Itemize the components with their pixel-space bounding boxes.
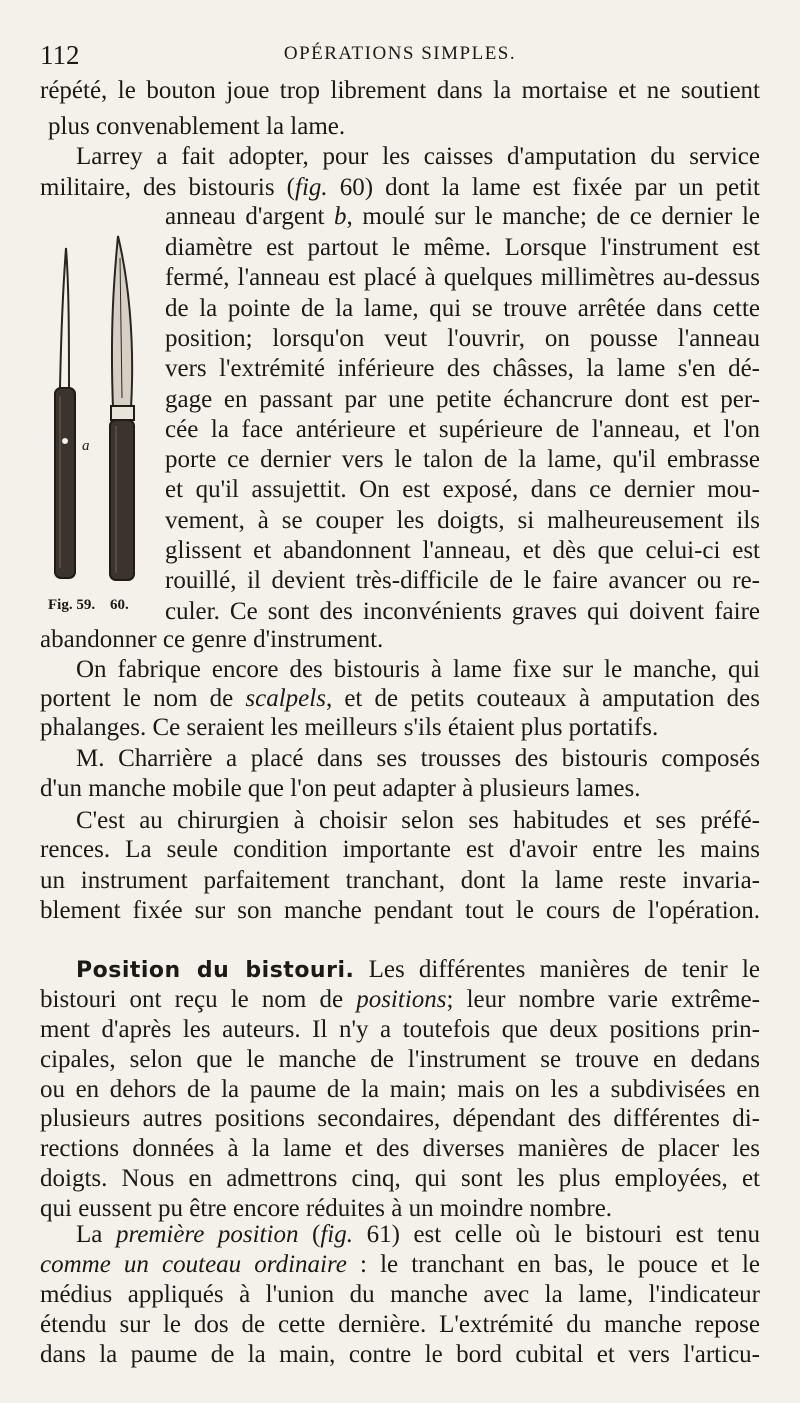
bistoury-figure-60 [110, 236, 134, 580]
text-line: plus convenablement la lame. [48, 113, 346, 140]
text-line: cée la face antérieure et supérieure de l'anneau, et l'on [165, 415, 760, 443]
text-line: phalanges. Ce seraient les meilleurs s'ils étaient plus portatifs. [40, 714, 659, 741]
text-line: militaire, des bistouris (fig. 60) dont la lame est fixée par un petit [40, 174, 760, 201]
section-heading: Position du bistouri. [76, 958, 355, 983]
bistoury-figure-59 [55, 248, 75, 578]
text-line: Larrey a fait adopter, pour les caisses d'amputation du service [76, 143, 760, 170]
text-line: Position du bistouri. Les différentes manières de tenir le [76, 956, 760, 983]
text-line: gage en passant par une petite échancrure dont est per- [165, 385, 760, 413]
text-line: rences. La seule condition importante est d'avoir entre les mains [40, 836, 760, 863]
text-line: cipales, selon que le manche de l'instrument se trouve en dedans [40, 1045, 760, 1073]
text-line: fermé, l'anneau est placé à quelques millimètres au-dessus [165, 264, 760, 292]
text-line: bistouri ont reçu le nom de positions; leur nombre varie extrême- [40, 986, 760, 1013]
text-line: glissent et abandonnent l'anneau, et dès que celui-ci est [165, 537, 760, 564]
text-line: La première position (fig. 61) est celle où le bistouri est tenu [76, 1221, 761, 1248]
scalpel-figures [36, 228, 146, 588]
text-line: vers l'extrémité inférieure des châsses, la lame s'en dé- [165, 355, 760, 383]
figure-caption-60: 60. [110, 597, 129, 613]
text-line: culer. Ce sont des inconvénients graves qui doivent faire [165, 597, 760, 625]
text-line: comme un couteau ordinaire : le tranchant en bas, le pouce et le [40, 1251, 761, 1278]
text-line: doigts. Nous en admettrons cinq, qui sont les plus employées, et [40, 1165, 760, 1192]
text-line: d'un manche mobile que l'on peut adapter à plusieurs lames. [40, 775, 641, 802]
text-line: diamètre est partout le même. Lorsque l'instrument est [165, 234, 760, 261]
text-line: C'est au chirurgien à choisir selon ses habitudes et ses préfé- [76, 807, 760, 834]
text-line: abandonner ce genre d'instrument. [40, 626, 384, 653]
figure-caption-59: Fig. 59. [48, 597, 96, 613]
text-line: plusieurs autres positions secondaires, dépendant des différentes di- [40, 1105, 760, 1133]
figure-label-a: a [82, 438, 90, 454]
text-line: porte ce dernier vers le talon de la lame, qu'il embrasse [165, 446, 760, 474]
text-line: On fabrique encore des bistouris à lame fixe sur le manche, qui [76, 656, 760, 683]
text-line: blement fixée sur son manche pendant tout le cours de l'opération. [40, 897, 760, 924]
text-line: étendu sur le dos de cette dernière. L'extrémité du manche repose [40, 1311, 760, 1338]
page-number: 112 [40, 40, 80, 70]
text-line: rouillé, il devient très-difficile de le faire avancer ou re- [165, 567, 760, 595]
text-line: dans la paume de la main, contre le bord cubital et vers l'articu- [40, 1341, 760, 1368]
text-line: un instrument parfaitement tranchant, dont la lame reste invaria- [40, 867, 760, 894]
text-line: position; lorsqu'on veut l'ouvrir, on pousse l'anneau [165, 324, 760, 352]
text-line: et qu'il assujettit. On est exposé, dans ce dernier mou- [165, 476, 760, 504]
text-line: anneau d'argent b, moulé sur le manche; de ce dernier le [165, 203, 760, 230]
text-line: de la pointe de la lame, qui se trouve arrêtée dans cette [165, 294, 760, 322]
running-title: OPÉRATIONS SIMPLES. [283, 43, 517, 64]
text-line: rections données à la lame et des diverses manières de placer les [40, 1135, 760, 1163]
text-line: répété, le bouton joue trop librement dans la mortaise et ne soutient [40, 77, 760, 104]
text-line: ou en dehors de la paume de la main; mais on les a subdivisées en [40, 1075, 760, 1103]
text-line: vement, à se couper les doigts, si malheureusement ils [165, 506, 760, 534]
text-line: médius appliqués à l'union du manche avec la lame, l'indicateur [40, 1281, 760, 1308]
text-line: qui eussent pu être encore réduites à un moindre nombre. [40, 1194, 613, 1222]
text-line: ment d'après les auteurs. Il n'y a toutefois que deux positions prin- [40, 1016, 760, 1043]
text-line: M. Charrière a placé dans ses trousses des bistouris composés [76, 745, 760, 772]
text-line: portent le nom de scalpels, et de petits couteaux à amputation des [40, 685, 761, 712]
